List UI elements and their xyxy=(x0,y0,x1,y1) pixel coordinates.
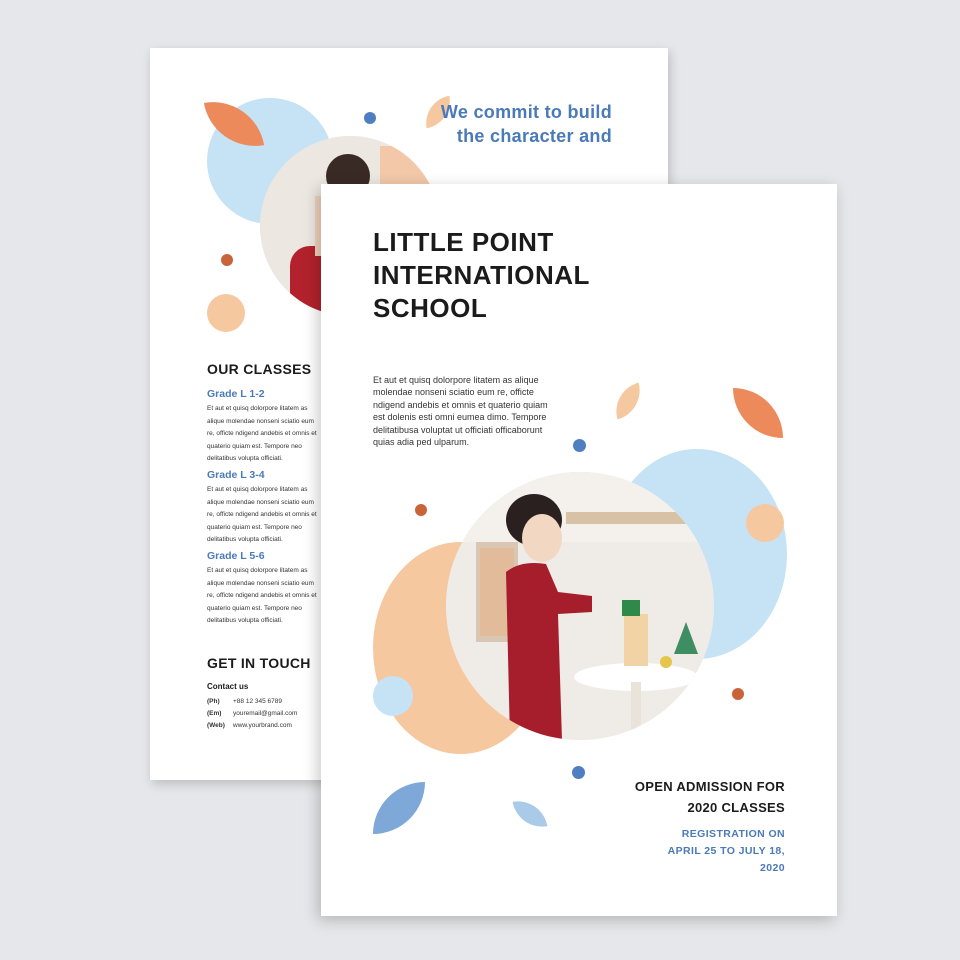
peach-circle xyxy=(746,504,784,542)
contact-label: Contact us xyxy=(207,682,249,691)
admission-heading: OPEN ADMISSION FOR 2020 CLASSES xyxy=(634,779,785,815)
contact-key: (Web) xyxy=(207,722,225,729)
contact-key: (Ph) xyxy=(207,698,220,705)
contact-value: www.yourbrand.com xyxy=(233,722,292,729)
light-blue-small-circle xyxy=(373,676,413,716)
child-photo-illustration xyxy=(446,472,714,740)
back-heading: We commit to build the character and xyxy=(440,102,612,146)
contact-row-phone xyxy=(207,698,282,705)
grade-description: Et aut et quisq dolorpore litatem as alique molendae nonseni sciatio eum re, officte ndigend andebis et omnis et quaterio quiam est. Tempore neo delitatibus volupta officiati. xyxy=(207,567,317,625)
orange-leaf-shape xyxy=(733,388,783,438)
contact-value: +88 12 345 6789 xyxy=(233,698,282,705)
orange-dot xyxy=(732,688,744,700)
school-title: LITTLE POINT INTERNATIONAL SCHOOL xyxy=(373,227,590,323)
photo-circle-child xyxy=(446,472,714,740)
peach-leaf-shape xyxy=(610,383,647,420)
contact-row-email xyxy=(207,710,297,717)
contact-value: youremail@gmail.com xyxy=(233,710,298,717)
grade-label: Grade L 5-6 xyxy=(207,550,265,562)
contact-row-web xyxy=(207,722,292,729)
contact-section-title: GET IN TOUCH xyxy=(207,655,311,671)
grade-label: Grade L 1-2 xyxy=(207,388,265,400)
registration-dates: REGISTRATION ON APRIL 25 TO JULY 18, 2020 xyxy=(667,828,785,874)
blue-dot xyxy=(364,112,376,124)
blue-leaf-shape xyxy=(373,782,425,834)
classes-section-title: OUR CLASSES xyxy=(207,361,312,377)
contact-key: (Em) xyxy=(207,710,222,717)
blue-dot xyxy=(573,439,586,452)
orange-dot xyxy=(221,254,233,266)
blue-dot xyxy=(572,766,585,779)
orange-dot xyxy=(415,504,427,516)
grade-description: Et aut et quisq dolorpore litatem as alique molendae nonseni sciatio eum re, officte ndigend andebis et omnis et quaterio quiam est. Tempore neo delitatibus volupta officiati. xyxy=(207,405,317,463)
peach-circle xyxy=(207,294,245,332)
intro-paragraph: Et aut et quisq dolorpore litatem as alique molendae nonseni sciatio eum re, officte ndigend andebis et omnis et quaterio quiam est dolenis esti omni eumea dimo. Tempore delitatibusa voluptat ut officiati officaborunt quias adia ped ulparum. xyxy=(373,375,548,448)
light-blue-leaf-shape xyxy=(513,797,548,832)
grade-description: Et aut et quisq dolorpore litatem as alique molendae nonseni sciatio eum re, officte ndigend andebis et omnis et quaterio quiam est. Tempore neo delitatibus volupta officiati. xyxy=(207,486,317,544)
front-flyer-page xyxy=(321,184,837,916)
grade-label: Grade L 3-4 xyxy=(207,469,265,481)
